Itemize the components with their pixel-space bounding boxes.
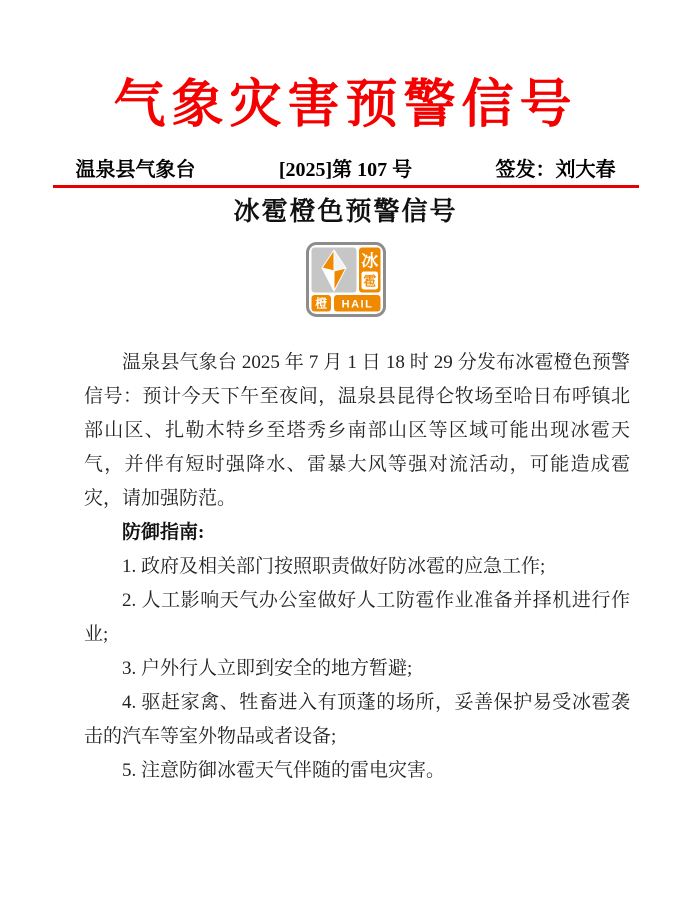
guide-item: 2. 人工影响天气办公室做好人工防雹作业准备并择机进行作业; [84, 590, 630, 645]
guide-item: 5. 注意防御冰雹天气伴随的雷电灾害。 [122, 760, 446, 781]
warning-subtitle: 冰雹橙色预警信号 [233, 196, 458, 226]
signer-name: 签发：刘大春 [495, 159, 616, 181]
guide-heading: 防御指南: [122, 522, 205, 543]
warning-paragraph: 温泉县气象台 2025 年 7 月 1 日 18 时 29 分发布冰雹橙色预警信号：预计今天下午至夜间，温泉县昆得仑牧场至哈日布呼镇北部山区、扎勒木特乡至塔秀乡南部山区等区域可能出现冰雹天气，并伴有短时强降水、雷暴大风等强对流活动，可能造成雹灾，请加强防范。 [84, 352, 630, 509]
guide-item: 4. 驱赶家禽、牲畜进入有顶蓬的场所，妥善保护易受冰雹袭击的汽车等室外物品或者设备; [84, 692, 630, 747]
hail-orange-warning-icon [306, 242, 386, 317]
level-char-orange: 橙 [314, 296, 327, 311]
hail-char-bao: 雹 [362, 273, 376, 289]
warning-icon-container [0, 242, 691, 322]
document-number: [2025]第 107 号 [278, 159, 413, 181]
document-header-row [53, 159, 639, 188]
guide-item: 1. 政府及相关部门按照职责做好防冰雹的应急工作; [122, 556, 546, 577]
hail-label-en: HAIL [341, 298, 373, 311]
warning-body [84, 346, 630, 788]
hail-char-bing: 冰 [360, 251, 378, 271]
guide-item: 3. 户外行人立即到安全的地方暂避; [122, 658, 413, 679]
page-title: 气象灾害预警信号 [113, 76, 578, 134]
issuer-name: 温泉县气象台 [75, 159, 196, 181]
